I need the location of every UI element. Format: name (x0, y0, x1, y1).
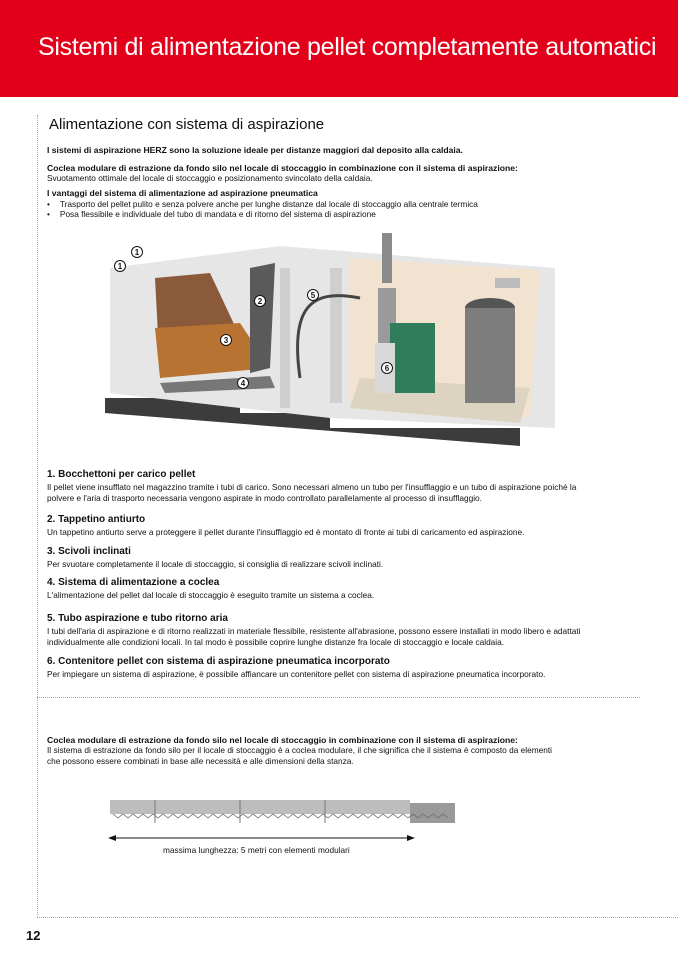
feature-title: 5. Tubo aspirazione e tubo ritorno aria (47, 613, 228, 624)
feature-title: 3. Scivoli inclinati (47, 546, 131, 557)
callout-4 (238, 378, 249, 389)
vantaggi-text: Trasporto del pellet pulito e senza polvere anche per lunghe distanze dal locale di stoccaggio alla centrale termica (59, 199, 478, 209)
feature-title: 6. Contenitore pellet con sistema di aspirazione pneumatica incorporato (47, 656, 390, 667)
feature-description: Per impiegare un sistema di aspirazione, è possibile affiancare un contenitore pellet con sistema di aspirazione pneumatica incorporato. (47, 669, 546, 679)
vantaggi-text: Posa flessibile e individuale del tubo di mandata e di ritorno del sistema di aspirazione (59, 209, 376, 219)
callout-3 (221, 335, 232, 346)
modular-text-line: che possono essere combinati in base alle necessità e alle dimensioni della stanza. (47, 756, 354, 766)
coclea-text: Svuotamento ottimale del locale di stoccaggio e posizionamento svincolato della caldaia. (47, 173, 373, 183)
feature-description: I tubi dell'aria di aspirazione e di ritorno realizzati in materiale flessibile, resistente all'abrasione, possono essere installati in modo libero e adattati (47, 626, 581, 636)
feature-description: L'alimentazione del pellet dal locale di stoccaggio è eseguito tramite un sistema a coclea. (47, 590, 375, 600)
svg-text:4: 4 (240, 379, 246, 388)
feature-description: individualmente alle condizioni locali. In tal modo è possibile coprire lunghe distanze fra locale di stoccaggio e locale caldaia. (47, 637, 505, 647)
coclea-title: Coclea modulare di estrazione da fondo silo nel locale di stoccaggio in combinazione con il sistema di aspirazione: (47, 163, 518, 173)
bullet-icon: • (47, 199, 50, 209)
feature-description: polvere e l'aria di trasporto necessaria vengono aspirate in modo controllato parallelamente al processo di insufflaggio. (47, 493, 482, 503)
feature-title: 2. Tappetino antiurto (47, 514, 146, 525)
page-number: 12 (26, 928, 41, 943)
svg-text:2: 2 (257, 297, 263, 306)
callout-5 (308, 290, 319, 301)
feature-description: Un tappetino antiurto serve a proteggere il pellet durante l'insufflaggio ed è montato di fronte ai tubi di caricamento ed aspirazione. (47, 527, 525, 537)
modular-auger-illustration (105, 795, 475, 845)
auger-caption: massima lunghezza: 5 metri con elementi modulari (163, 845, 350, 855)
section-divider (37, 697, 640, 698)
intro-lead: I sistemi di aspirazione HERZ sono la soluzione ideale per distanze maggiori dal deposito alla caldaia. (47, 145, 463, 155)
callout-6 (382, 363, 393, 374)
feature-description: Il pellet viene insufflato nel magazzino tramite i tubi di carico. Sono necessari almeno un tubo per l'insufflaggio e un tubo di aspirazione poiché la (47, 482, 577, 492)
svg-text:3: 3 (223, 336, 229, 345)
vantaggi-item (47, 199, 478, 210)
feature-title: 1. Bocchettoni per carico pellet (47, 469, 196, 480)
frame-border-bottom (37, 917, 678, 918)
callout-1a (132, 247, 143, 258)
modular-text-line: Il sistema di estrazione da fondo silo per il locale di stoccaggio è a coclea modulare, il che significa che il sistema è composto da elementi (47, 745, 552, 755)
vantaggi-item (47, 209, 376, 220)
svg-text:1: 1 (117, 262, 123, 271)
modular-title: Coclea modulare di estrazione da fondo silo nel locale di stoccaggio in combinazione con il sistema di aspirazione: (47, 735, 518, 745)
bullet-icon: • (47, 209, 50, 219)
feature-description: Per svuotare completamente il locale di stoccaggio, si consiglia di realizzare scivoli inclinati. (47, 559, 384, 569)
suction-system-illustration (100, 228, 560, 453)
page-header (0, 0, 678, 97)
frame-border-left (37, 115, 38, 917)
callout-2 (255, 296, 266, 307)
feature-title: 4. Sistema di alimentazione a coclea (47, 577, 220, 588)
page-title: Sistemi di alimentazione pellet completamente automatici (38, 33, 657, 61)
svg-text:5: 5 (310, 291, 316, 300)
svg-text:1: 1 (134, 248, 140, 257)
vantaggi-title: I vantaggi del sistema di alimentazione ad aspirazione pneumatica (47, 188, 318, 198)
svg-text:6: 6 (384, 364, 390, 373)
callout-1b (115, 261, 126, 272)
section-subtitle: Alimentazione con sistema di aspirazione (49, 116, 325, 133)
